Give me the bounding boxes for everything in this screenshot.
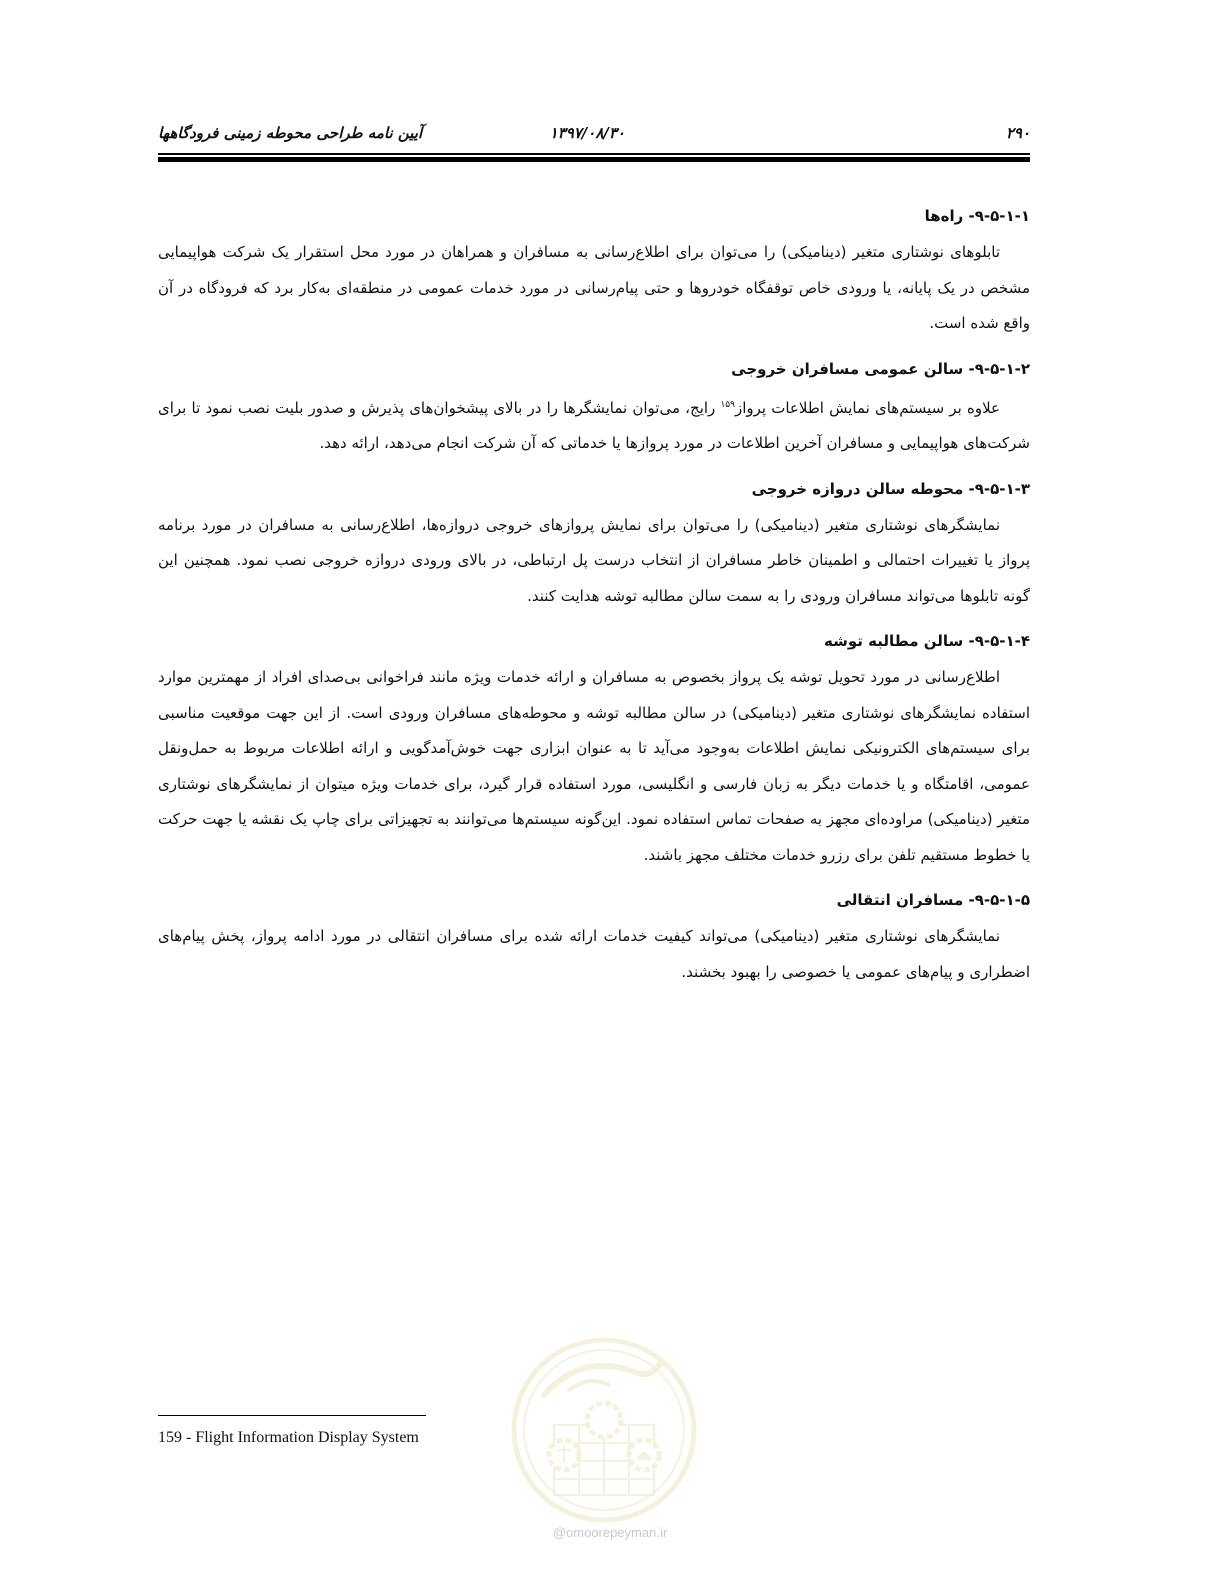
watermark-logo-icon — [509, 1335, 699, 1525]
paragraph-text: علاوه بر سیستم‌های نمایش اطلاعات پرواز — [734, 398, 1000, 417]
page-number: ۲۹۰ — [1005, 124, 1030, 142]
footnote-rule — [158, 1415, 426, 1416]
section-heading: ۹-۵-۱-۵- مسافران انتقالی — [836, 891, 1030, 909]
header-date: ۱۳۹۷/۰۸/۳۰ — [549, 124, 625, 142]
paragraph-text: رایج، می‌توان نمایشگرها را در بالای پیشخوان‌های پذیرش و صدور بلیت نصب نمود تا برای شرکت‌های هواپیمایی و مسافران آخرین اطلاعات در مورد پروازها یا خدماتی که آن شرکت انجام می‌دهد، ارائه دهد. — [158, 398, 1030, 452]
section-transfer-passengers — [158, 887, 1030, 990]
section-heading: ۹-۵-۱-۱- راه‌ها — [924, 207, 1030, 225]
watermark-site-text: @omoorepeyman.ir — [552, 1525, 668, 1540]
section-baggage-claim — [158, 628, 1030, 873]
section-paragraph: نمایشگرهای نوشتاری متغیر (دینامیکی) می‌تواند کیفیت خدمات ارائه شده برای مسافران انتقالی در مورد ادامه پرواز، پخش پیام‌های اضطراری و پیام‌های عمومی یا خصوصی را بهبود بخشند. — [158, 927, 1030, 981]
page-header — [158, 118, 1030, 148]
header-rule-thin — [158, 153, 1030, 155]
section-departure-gate — [158, 476, 1030, 615]
section-heading: ۹-۵-۱-۴- سالن مطالبه توشه — [824, 632, 1030, 650]
section-paragraph: نمایشگرهای نوشتاری متغیر (دینامیکی) را می‌توان برای نمایش پروازهای خروجی دروازه‌ها، اطلاع‌رسانی به مسافران در مورد برنامه پرواز یا تغییرات احتمالی و اطمینان خاطر مسافران از انتخاب درست پل ارتباطی، در بالای ورودی دروازه خروجی نصب نمود. همچنین این گونه تابلوها می‌تواند مسافران ورودی را به سمت سالن مطالبه توشه هدایت کنند. — [158, 515, 1030, 605]
header-title: آیین نامه طراحی محوطه زمینی فرودگاهها — [158, 124, 423, 142]
section-heading: ۹-۵-۱-۲- سالن عمومی مسافران خروجی — [731, 359, 1030, 378]
section-heading: ۹-۵-۱-۳- محوطه سالن دروازه خروجی — [751, 479, 1030, 498]
footnote-reference[interactable]: ۱۵۹ — [720, 399, 735, 410]
section-paragraph: تابلوهای نوشتاری متغیر (دینامیکی) را می‌توان برای اطلاع‌رسانی به مسافران و همراهان در مورد محل استقرار یک شرکت هواپیمایی مشخص در یک پایانه، یا ورودی خاص توقفگاه خودروها و حتی پیام‌رسانی در مورد خدمات عمومی در منطقه‌ای به‌کار برد که فرودگاه در آن واقع شده است. — [158, 243, 1030, 332]
document-body — [158, 195, 1030, 1004]
footnote-text: 159 - Flight Information Display System — [158, 1429, 419, 1446]
section-paragraph — [158, 388, 1030, 462]
section-departure-hall — [158, 356, 1030, 462]
section-paragraph: اطلاع‌رسانی در مورد تحویل توشه یک پرواز بخصوص به مسافران و ارائه خدمات ویژه مانند فراخوانی بی‌صدای افراد از مهمترین موارد استفاده نمایشگرهای نوشتاری متغیر (دینامیکی) در سالن مطالبه توشه و محوطه‌های مسافران ورودی است. از این جهت موقعیت مناسبی برای سیستم‌های الکترونیکی نمایش اطلاعات به‌وجود می‌آید تا به عنوان ابزاری جهت خوش‌آمدگویی و ارائه اطلاعات مربوط به حمل‌ونقل عمومی، اقامتگاه و یا خدمات دیگر به زبان فارسی و انگلیسی، مورد استفاده قرار گیرد، برای خدمات ویژه میتوان از نمایشگرهای نوشتاری متغیر (دینامیکی) مراوده‌ای مجهز به صفحات تماس استفاده نمود. این‌گونه سیستم‌ها می‌توانند به تجهیزاتی برای چاپ یک نقشه یا جهت حرکت یا خطوط مستقیم تلفن برای رزرو خدمات مختلف مجهز باشند. — [158, 668, 1030, 864]
header-rule-thick — [158, 157, 1030, 162]
section-roads — [158, 203, 1030, 342]
